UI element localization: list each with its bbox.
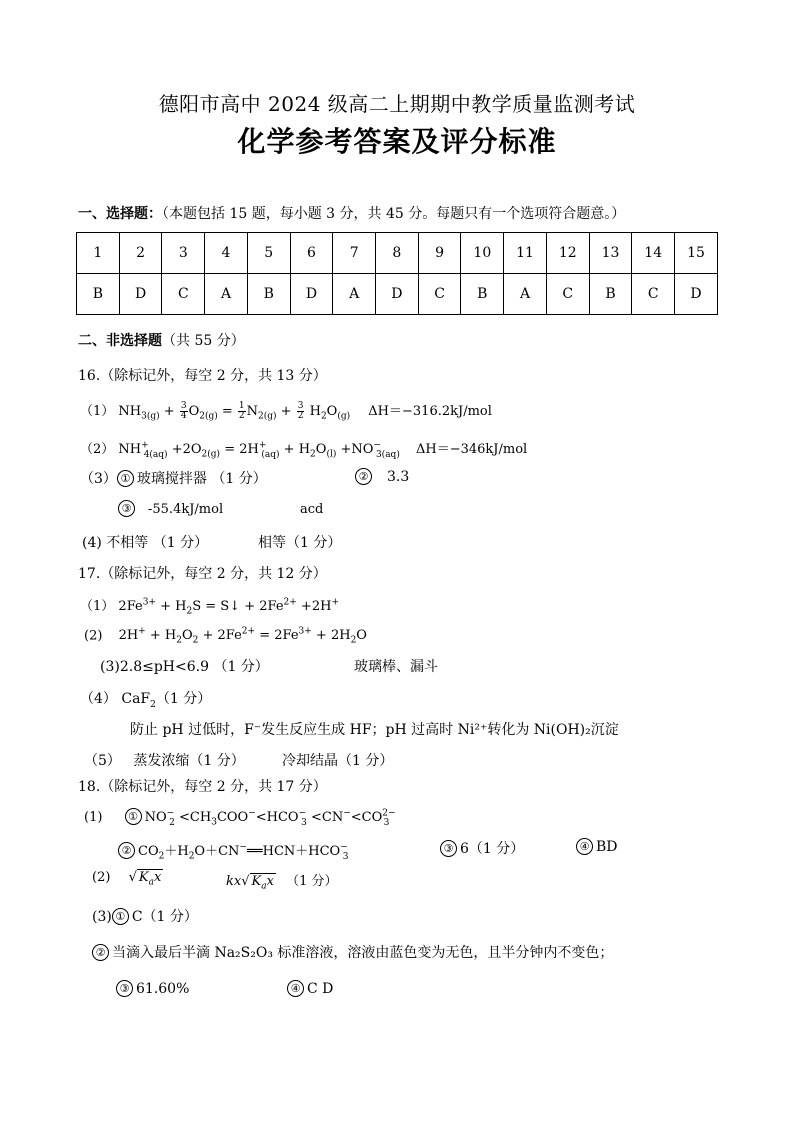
question-number: 13 (589, 233, 632, 274)
circled-2-icon: ② (118, 842, 135, 859)
answer-cell: A (333, 274, 376, 315)
circled-2-icon: ② (92, 944, 109, 961)
answer-cell: C (162, 274, 205, 315)
q18-part3-answer2: 当滴入最后半滴 Na₂S₂O₃ 标准溶液，溶液由蓝色变为无色，且半分钟内不变色； (112, 945, 614, 961)
q18-part1-item4 (576, 838, 618, 855)
question-number: 14 (632, 233, 675, 274)
question-number: 9 (418, 233, 461, 274)
q17-part4-label: （4） (80, 691, 117, 707)
choice-answer-table (76, 232, 718, 315)
q17-part4-formula: CaF$_2$ (121, 691, 156, 710)
question-number: 4 (205, 233, 248, 274)
q17-part4-score: （1 分） (155, 691, 212, 707)
question-number: 15 (675, 233, 718, 274)
q16-part2 (80, 438, 527, 460)
q16-part4 (82, 532, 208, 552)
circled-1-icon: ① (117, 470, 134, 487)
q17-part1-label: （1） (80, 599, 115, 614)
q16-part2-enthalpy: ΔH＝−346kJ/mol (415, 442, 528, 457)
q16-header: 16.（除标记外，每空 2 分，共 13 分） (78, 368, 327, 384)
section1-heading: 一、选择题： (78, 206, 162, 222)
answer-cell: B (77, 274, 120, 315)
q17-part1 (80, 595, 339, 617)
q18-part1-item3 (440, 838, 524, 858)
circled-1-icon: ① (125, 808, 142, 825)
q18-part3-answer1: C（1 分） (131, 909, 198, 925)
circled-3-icon: ③ (440, 840, 457, 857)
q16-part1-label: （1） (80, 404, 115, 419)
q16-part1-enthalpy: ΔH＝−316.2kJ/mol (368, 404, 492, 419)
circled-3-icon: ③ (118, 500, 135, 517)
q18-part3-answer3: 61.60% (136, 981, 190, 997)
circled-3-icon: ③ (116, 980, 133, 997)
circled-1-icon: ① (112, 908, 129, 925)
question-number: 5 (247, 233, 290, 274)
circled-2-icon: ② (355, 468, 372, 485)
q17-part4 (80, 688, 211, 710)
q18-part3-item3 (116, 980, 189, 997)
q18-part1-label: (1) (84, 810, 103, 825)
q16-part1-equation: $NH_{3(g)}$ + $\frac{3}{4}$ $O_{2(g)}$ = $\frac{1}{2}$ $N_{2(g)}$ + $\frac{3}{2}$ $H_2O_{(g)}$ (118, 401, 351, 422)
section1-heading-line (78, 203, 625, 223)
q16-part1 (80, 400, 492, 422)
q16-part3-item2 (355, 468, 409, 485)
question-number: 1 (77, 233, 120, 274)
q17-part5-answer1: 蒸发浓缩（1 分） (133, 753, 245, 769)
q18-part3-line1 (92, 906, 198, 926)
question-number: 7 (333, 233, 376, 274)
q18-part3-label: (3) (92, 909, 112, 925)
answer-cell: C (546, 274, 589, 315)
q18-part3-item4 (287, 980, 333, 997)
q18-part2-expr1: √ $K_ax$ (128, 870, 162, 888)
q16-part2-equation: $NH^+_{4(aq)} +2O_{2(g)} = 2H^+_{(aq)} + H_2O_{(l)} +NO^-_{3(aq)}$ (118, 440, 400, 460)
q18-part2-label: (2) (92, 870, 111, 885)
answer-cell: D (376, 274, 419, 315)
q16-part3-label: （3） (80, 471, 117, 487)
q18-part2 (92, 870, 163, 888)
answer-cell: A (504, 274, 547, 315)
q16-part3-answer2: 3.3 (387, 469, 410, 485)
q17-part5-label: （5） (84, 753, 121, 769)
q17-part3-answer1: (3)2.8≤pH<6.9 （1 分） (100, 659, 269, 675)
q18-part2-score: （1 分） (286, 874, 338, 889)
q18-part3-answer4: C D (307, 981, 334, 997)
q17-part5-answer2: 冷却结晶（1 分） (282, 753, 394, 769)
q16-part2-label: （2） (80, 442, 115, 457)
q16-part3-answer4: acd (300, 502, 324, 517)
question-number: 2 (119, 233, 162, 274)
q18-part1-equation: $CO_2+H_2O+CN^-══HCN+HCO^-_3$ (138, 842, 349, 862)
q16-part3-answer3: -55.4kJ/mol (148, 502, 224, 517)
q18-part3-line2 (92, 942, 613, 962)
answer-cell: D (290, 274, 333, 315)
circled-4-icon: ④ (576, 838, 593, 855)
exam-title: 德阳市高中 2024 级高二上期期中教学质量监测考试 (158, 92, 636, 116)
question-number: 10 (461, 233, 504, 274)
section1-note: （本题包括 15 题，每小题 3 分，共 45 分。每题只有一个选项符合题意。） (162, 206, 626, 222)
q17-part2-equation: $2H^+ + H_2O_2 + 2Fe^{2+} = 2Fe^{3+} + 2H_2O$ (118, 627, 367, 646)
q18-part1-answer4: BD (596, 839, 618, 855)
q18-header: 18.（除标记外，每空 2 分，共 17 分） (78, 779, 327, 795)
q17-part5 (84, 750, 245, 770)
q17-part1-equation: $2Fe^{3+} + H_2S$ = S↓ + $2Fe^{2+} +2H^+$ (118, 597, 339, 617)
q17-part2-label: (2) (84, 628, 103, 644)
q17-part4-explanation: 防止 pH 过低时，F⁻发生反应生成 HF；pH 过高时 Ni²⁺转化为 Ni(OH)₂沉淀 (130, 722, 619, 738)
q18-part1-line2 (118, 840, 349, 862)
answer-cell: A (205, 274, 248, 315)
section2-note: （共 55 分） (162, 333, 245, 349)
answer-cell: C (632, 274, 675, 315)
section2-heading-line (78, 330, 245, 350)
q16-part3-line1 (80, 468, 267, 488)
question-number: 12 (546, 233, 589, 274)
q16-part4-answer1: 不相等 （1 分） (106, 535, 209, 551)
answer-cell: D (675, 274, 718, 315)
answer-row (77, 274, 718, 315)
question-number: 3 (162, 233, 205, 274)
answer-cell: B (247, 274, 290, 315)
q17-part2 (84, 627, 367, 646)
section2-heading: 二、非选择题 (78, 333, 162, 349)
q18-part1-order: $NO^-_2 <CH_3COO^-<HCO^-_3 <CN^-<CO^{2-}_3$ (144, 808, 396, 828)
question-number-row (77, 233, 718, 274)
q18-part1-answer3: 6（1 分） (460, 841, 525, 857)
q16-part3-answer1: 玻璃搅拌器 （1 分） (136, 471, 267, 487)
answer-cell: C (418, 274, 461, 315)
question-number: 8 (376, 233, 419, 274)
question-number: 6 (290, 233, 333, 274)
question-number: 11 (504, 233, 547, 274)
q16-part4-label: (4) (82, 535, 102, 551)
circled-4-icon: ④ (287, 980, 304, 997)
q18-part2-expr2-line (226, 870, 337, 892)
q16-part4-answer2: 相等（1 分） (258, 535, 342, 551)
answer-cell: D (119, 274, 162, 315)
answer-cell: B (461, 274, 504, 315)
q18-part2-expr2: kx√ $K_ax$ (226, 874, 274, 892)
q18-part1-line1 (84, 808, 396, 828)
q17-part3-answer2: 玻璃棒、漏斗 (354, 659, 438, 675)
answer-cell: B (589, 274, 632, 315)
q16-part3-item3 (118, 500, 223, 517)
q17-header: 17.（除标记外，每空 2 分，共 12 分） (78, 566, 327, 582)
answer-key-title: 化学参考答案及评分标准 (237, 125, 557, 158)
